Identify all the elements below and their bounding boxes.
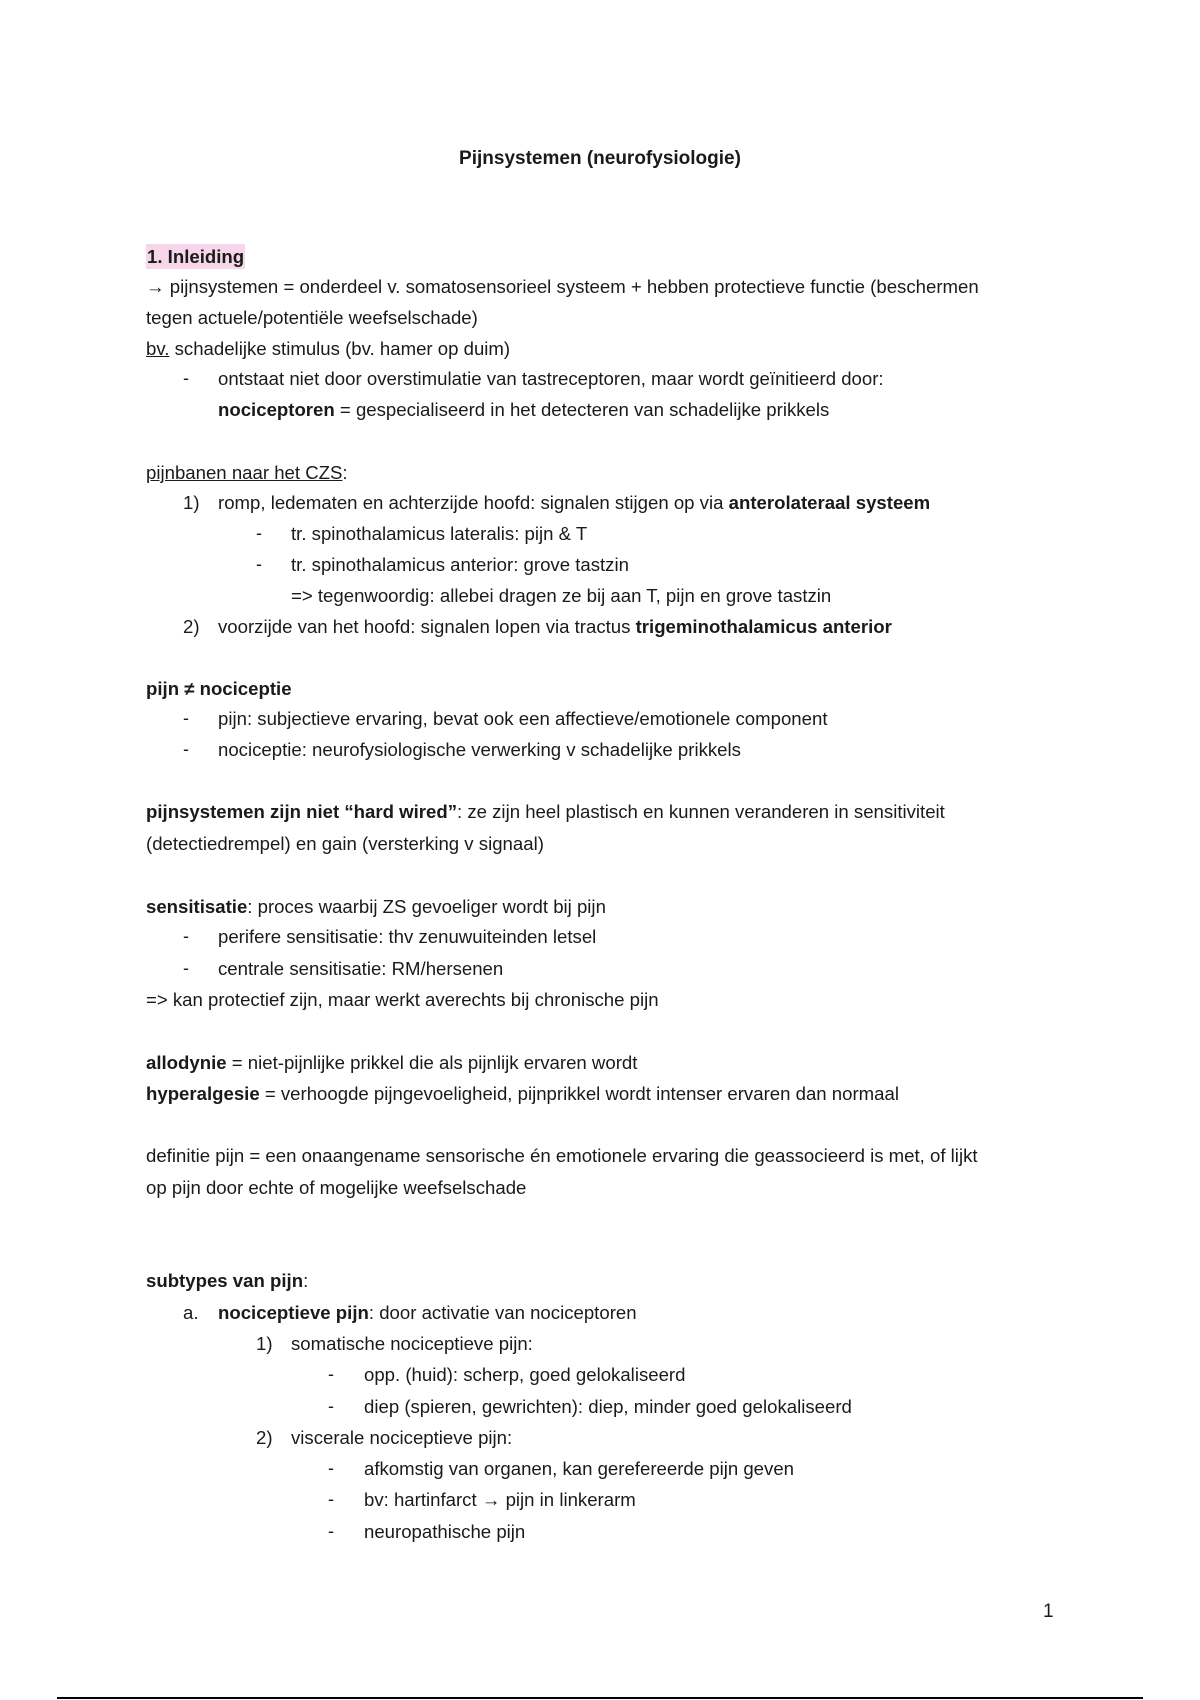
intro-line-1: → pijnsystemen = onderdeel v. somatosensorieel systeem + hebben protectieve functie (beschermen [146,276,979,297]
subtypes-heading-text: subtypes van pijn [146,1270,304,1291]
pathway-item-1-bold: anterolateraal systeem [728,492,931,513]
bullet-dash: - [328,1364,334,1384]
central-sensitization: centrale sensitisatie: RM/hersenen [218,958,504,979]
somatic-bullet-2: diep (spieren, gewrichten): diep, minder goed gelokaliseerd [364,1396,852,1417]
pathway-item-1 [218,492,930,514]
subtype-number-1: 1) [256,1333,273,1354]
somatic-pain: somatische nociceptieve pijn: [291,1333,533,1354]
sensitization-note: => kan protectief zijn, maar werkt averechts bij chronische pijn [146,989,659,1010]
bullet-dash: - [328,1489,334,1509]
bullet-dash: - [328,1458,334,1478]
example-text: schadelijke stimulus (bv. hamer op duim) [169,338,511,359]
allodynia-term: allodynie [146,1052,227,1073]
plasticity-line-2: (detectiedrempel) en gain (versterking v signaal) [146,833,544,854]
subtypes-heading [146,1270,308,1292]
pathway-sub-1: tr. spinothalamicus lateralis: pijn & T [291,523,588,544]
subtypes-colon: : [303,1270,309,1291]
section-heading [146,246,245,268]
pain-vs-nociception-heading-text: pijn ≠ nociceptie [146,678,292,699]
nociceptoren-term: nociceptoren [218,399,335,420]
visceral-bullet-3: neuropathische pijn [364,1521,526,1542]
page-title: Pijnsystemen (neurofysiologie) [459,148,741,169]
allodynia-line [146,1052,637,1074]
sensitization-line [146,896,606,918]
bullet-dash: - [183,739,189,759]
page-number: 1 [1043,1601,1054,1622]
pathway-item-2-bold: trigeminothalamicus anterior [635,616,892,637]
pathway-item-2 [218,616,892,638]
pathways-colon: : [342,462,348,483]
allodynia-definition: = niet-pijnlijke prikkel die als pijnlijk ervaren wordt [226,1052,638,1073]
bullet-dash: - [183,368,189,388]
pathway-sub-2: tr. spinothalamicus anterior: grove tastzin [291,554,629,575]
pain-definition-line-1: definitie pijn = een onaangename sensorische én emotionele ervaring die geassocieerd is met, of lijkt [146,1145,978,1166]
sensitization-term: sensitisatie [146,896,248,917]
example-bullet-2 [218,399,829,421]
pathways-heading [146,462,348,484]
visceral-bullet-2: bv: hartinfarct → pijn in linkerarm [364,1489,636,1510]
somatic-bullet-1: opp. (huid): scherp, goed gelokaliseerd [364,1364,686,1385]
example-label: bv. [146,338,170,359]
pathway-number-1: 1) [183,492,200,513]
subtype-a [218,1302,637,1324]
hyperalgesia-definition: = verhoogde pijngevoeligheid, pijnprikkel wordt intenser ervaren dan normaal [259,1083,899,1104]
bullet-dash: - [328,1521,334,1541]
plasticity-line-1 [146,801,945,823]
peripheral-sensitization: perifere sensitisatie: thv zenuwuiteinden letsel [218,926,597,947]
pathway-number-2: 2) [183,616,200,637]
bullet-dash: - [183,708,189,728]
example-line [146,338,510,360]
bullet-dash: - [183,958,189,978]
visceral-pain: viscerale nociceptieve pijn: [291,1427,513,1448]
hyperalgesia-term: hyperalgesie [146,1083,260,1104]
visceral-bullet-1: afkomstig van organen, kan gerefereerde pijn geven [364,1458,794,1479]
pain-vs-nociception-heading [146,678,292,700]
nociceptive-pain-definition: : door activatie van nociceptoren [368,1302,637,1323]
pain-definition-line-2: op pijn door echte of mogelijke weefselschade [146,1177,527,1198]
plasticity-bold: pijnsystemen zijn niet “hard wired” [146,801,457,822]
pathway-note: => tegenwoordig: allebei dragen ze bij aan T, pijn en grove tastzin [291,585,832,606]
subtype-label-a: a. [183,1302,199,1323]
subtype-number-2: 2) [256,1427,273,1448]
nociception-bullet: nociceptie: neurofysiologische verwerking v schadelijke prikkels [218,739,741,760]
pathway-item-2-text: voorzijde van het hoofd: signalen lopen via tractus [218,616,636,637]
intro-line-2: tegen actuele/potentiële weefselschade) [146,307,478,328]
bullet-dash: - [256,523,262,543]
bullet-dash: - [256,554,262,574]
pathways-heading-text: pijnbanen naar het CZS [146,462,343,483]
section-heading-text: 1. Inleiding [147,246,245,267]
pain-bullet: pijn: subjectieve ervaring, bevat ook een affectieve/emotionele component [218,708,828,729]
example-bullet-1: ontstaat niet door overstimulatie van tastreceptoren, maar wordt geïnitieerd door: [218,368,884,389]
sensitization-definition: : proces waarbij ZS gevoeliger wordt bij pijn [247,896,606,917]
nociceptive-pain-term: nociceptieve pijn [218,1302,369,1323]
plasticity-rest: : ze zijn heel plastisch en kunnen veranderen in sensitiviteit [457,801,945,822]
pathway-item-1-text: romp, ledematen en achterzijde hoofd: signalen stijgen op via [218,492,729,513]
bullet-dash: - [328,1396,334,1416]
hyperalgesia-line [146,1083,899,1105]
footer-rule [57,1697,1143,1699]
bullet-dash: - [183,926,189,946]
nociceptoren-definition: = gespecialiseerd in het detecteren van schadelijke prikkels [334,399,830,420]
